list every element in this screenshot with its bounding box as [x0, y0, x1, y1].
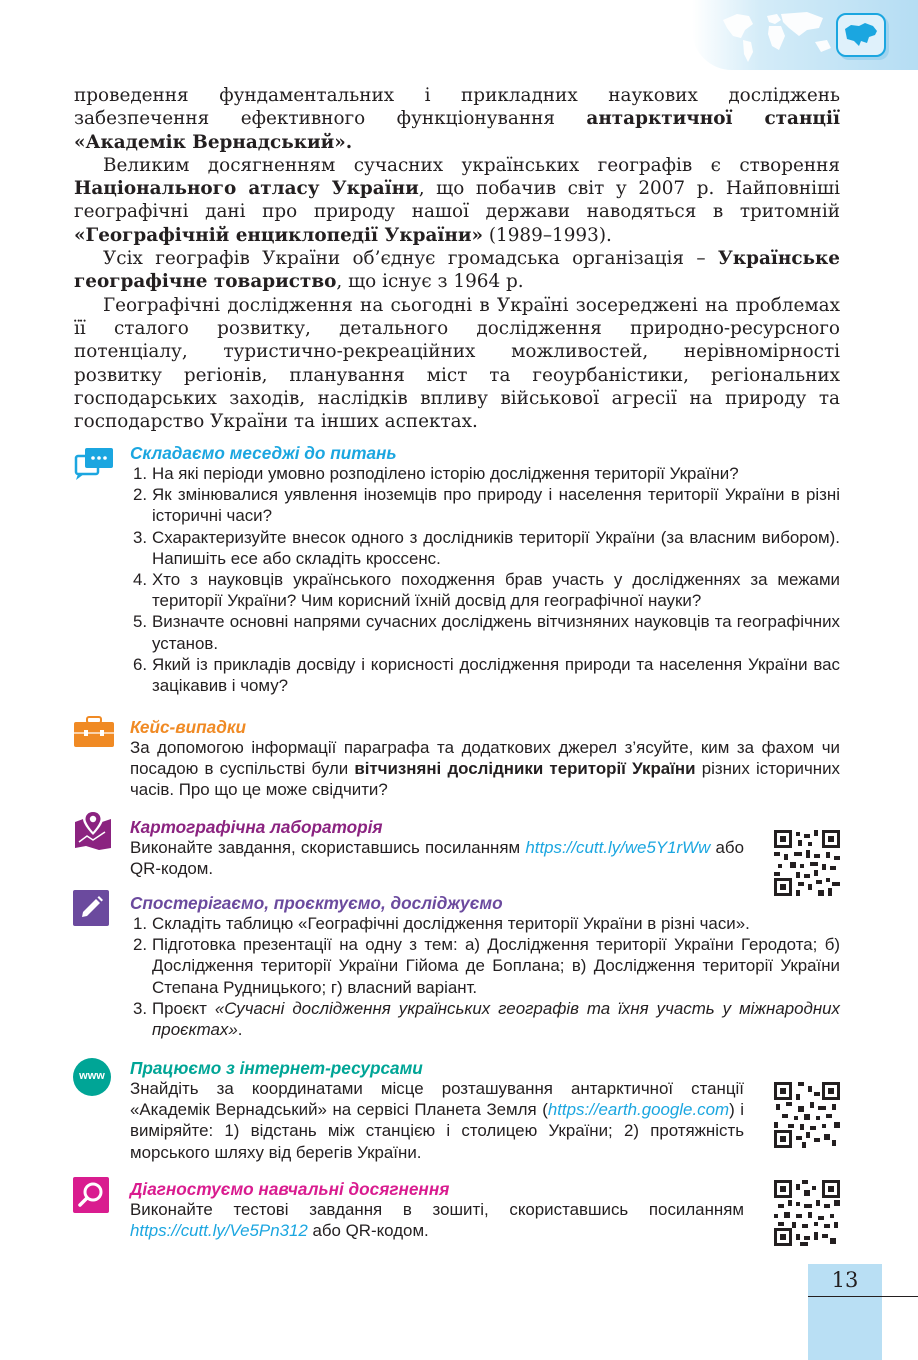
lab-title: Картографічна лабораторія	[130, 817, 383, 837]
internet-link[interactable]: https://earth.google.com	[547, 1100, 730, 1120]
briefcase-icon	[73, 716, 115, 748]
list-item: 4. Хто з науковців українського походження брав участь у дослідженнях за межами території України? Чим корисний їхній досвід для географічної науки?	[133, 570, 840, 611]
world-map-icon	[715, 6, 845, 64]
chat-icon	[73, 446, 115, 482]
messages-section	[130, 443, 840, 696]
research-list	[130, 913, 840, 1040]
diagnostics-section	[130, 1179, 744, 1241]
qr-code-internet[interactable]	[774, 1082, 840, 1148]
www-icon: www	[73, 1058, 111, 1096]
list-item: 5. Визначте основні напрями сучасних досліджень вітчизняних науковців та географічних установ.	[133, 612, 840, 653]
list-item: 3. Проєкт «Сучасні дослідження українських географів та їхня участь у міжнародних проєктах».	[133, 998, 841, 1040]
page-number-rule	[808, 1296, 918, 1297]
diagnostics-link[interactable]: https://cutt.ly/Ve5Pn312	[130, 1221, 308, 1241]
messages-title: Складаємо меседжі до питань	[130, 443, 397, 463]
magnifier-icon	[73, 1177, 109, 1213]
diagnostics-title: Діагностуємо навчальні досягнення	[130, 1179, 450, 1199]
list-item: 1. Складіть таблицю «Географічні дослідження території України в різні часи».	[133, 914, 750, 933]
qr-code-diagnostics[interactable]	[774, 1180, 840, 1246]
cases-text: За допомогою інформації параграфа та додаткових джерел з’ясуйте, ким за фахом чи посадою в суспільстві були вітчизняні дослідники території України різних історичних часів. Про що це може свідчити?	[130, 738, 840, 800]
qr-code-lab[interactable]	[774, 830, 840, 896]
cases-section	[130, 717, 840, 801]
list-item: 2. Підготовка презентації на одну з тем: а) Дослідження території України Геродота; б) Дослідження території України Гійома де Боплана; в) Дослідження території України Степана Рудницького; г) власний варіант.	[133, 935, 840, 997]
diagnostics-text: Виконайте тестові завдання в зошиті, скориставшись посиланням https://cutt.ly/Ve5Pn312 або QR-кодом.	[130, 1200, 744, 1241]
messages-list	[130, 463, 840, 696]
list-item: 6. Який із прикладів досвіду і корисності дослідження природи та населення України вас зацікавив і чому?	[133, 654, 840, 696]
internet-title: Працюємо з інтернет-ресурсами	[130, 1058, 423, 1078]
research-section	[130, 893, 840, 1040]
research-title: Спостерігаємо, проєктуємо, досліджуємо	[130, 893, 503, 913]
lab-text: Виконайте завдання, скориставшись посиланням https://cutt.ly/we5Y1rWw або QR-кодом.	[130, 838, 744, 879]
intro-paragraph-3: Усіх географів України об’єднує громадська організація – Українське географічне товариство, що існує з 1964 р.	[74, 248, 840, 293]
internet-section	[130, 1058, 744, 1163]
list-item: 2. Як змінювалися уявлення іноземців про природу і населення території України в різні історичні часи?	[133, 485, 840, 526]
intro-paragraph-1: проведення фундаментальних і прикладних наукових досліджень забезпечення ефективного функціонування антарктичної станції «Академік Вернадський».	[74, 85, 840, 153]
ukraine-badge	[836, 13, 886, 57]
list-item: 3. Схарактеризуйте внесок одного з дослідників території України (за власним вибором). Напишіть есе або складіть кроссенс.	[133, 527, 840, 568]
cases-title: Кейс-випадки	[130, 717, 247, 737]
page-number: 13	[831, 1268, 859, 1292]
lab-link[interactable]: https://cutt.ly/we5Y1rWw	[525, 838, 711, 857]
lab-section	[130, 817, 744, 879]
internet-text: Знайдіть за координатами місце розташування антарктичної станції «Академік Вернадський» на сервісі Планета Земля (https://earth.google.com) і виміряйте: 1) відстань між станцією і столицею України; 2) протяжність морського шляху від берегів України.	[130, 1079, 744, 1162]
intro-paragraph-2: Великим досягненням сучасних українських географів є створення Національного атласу України, що побачив світ у 2007 р. Найповніші географічні дані про природу нашої держави наводяться в тритомній «Географічній енциклопедії України» (1989–1993).	[74, 154, 840, 246]
intro-paragraph-4: Географічні дослідження на сьогодні в Україні зосереджені на проблемах її сталого розвитку, детального дослідження природно-ресурсного потенціалу, туристично-рекреаційних можливостей, нерівномірності розвитку регіонів, планування міст та геоурбаністики, регіональних господарських заходів, наслідків впливу військової агресії на природу та господарство України та інших аспектах.	[74, 294, 840, 433]
ukraine-map-icon	[843, 21, 879, 49]
pencil-icon	[73, 890, 109, 926]
list-item: 1. На які періоди умовно розподілено історію дослідження території України?	[133, 464, 739, 483]
intro-text	[74, 84, 840, 433]
map-pin-icon	[73, 808, 113, 850]
